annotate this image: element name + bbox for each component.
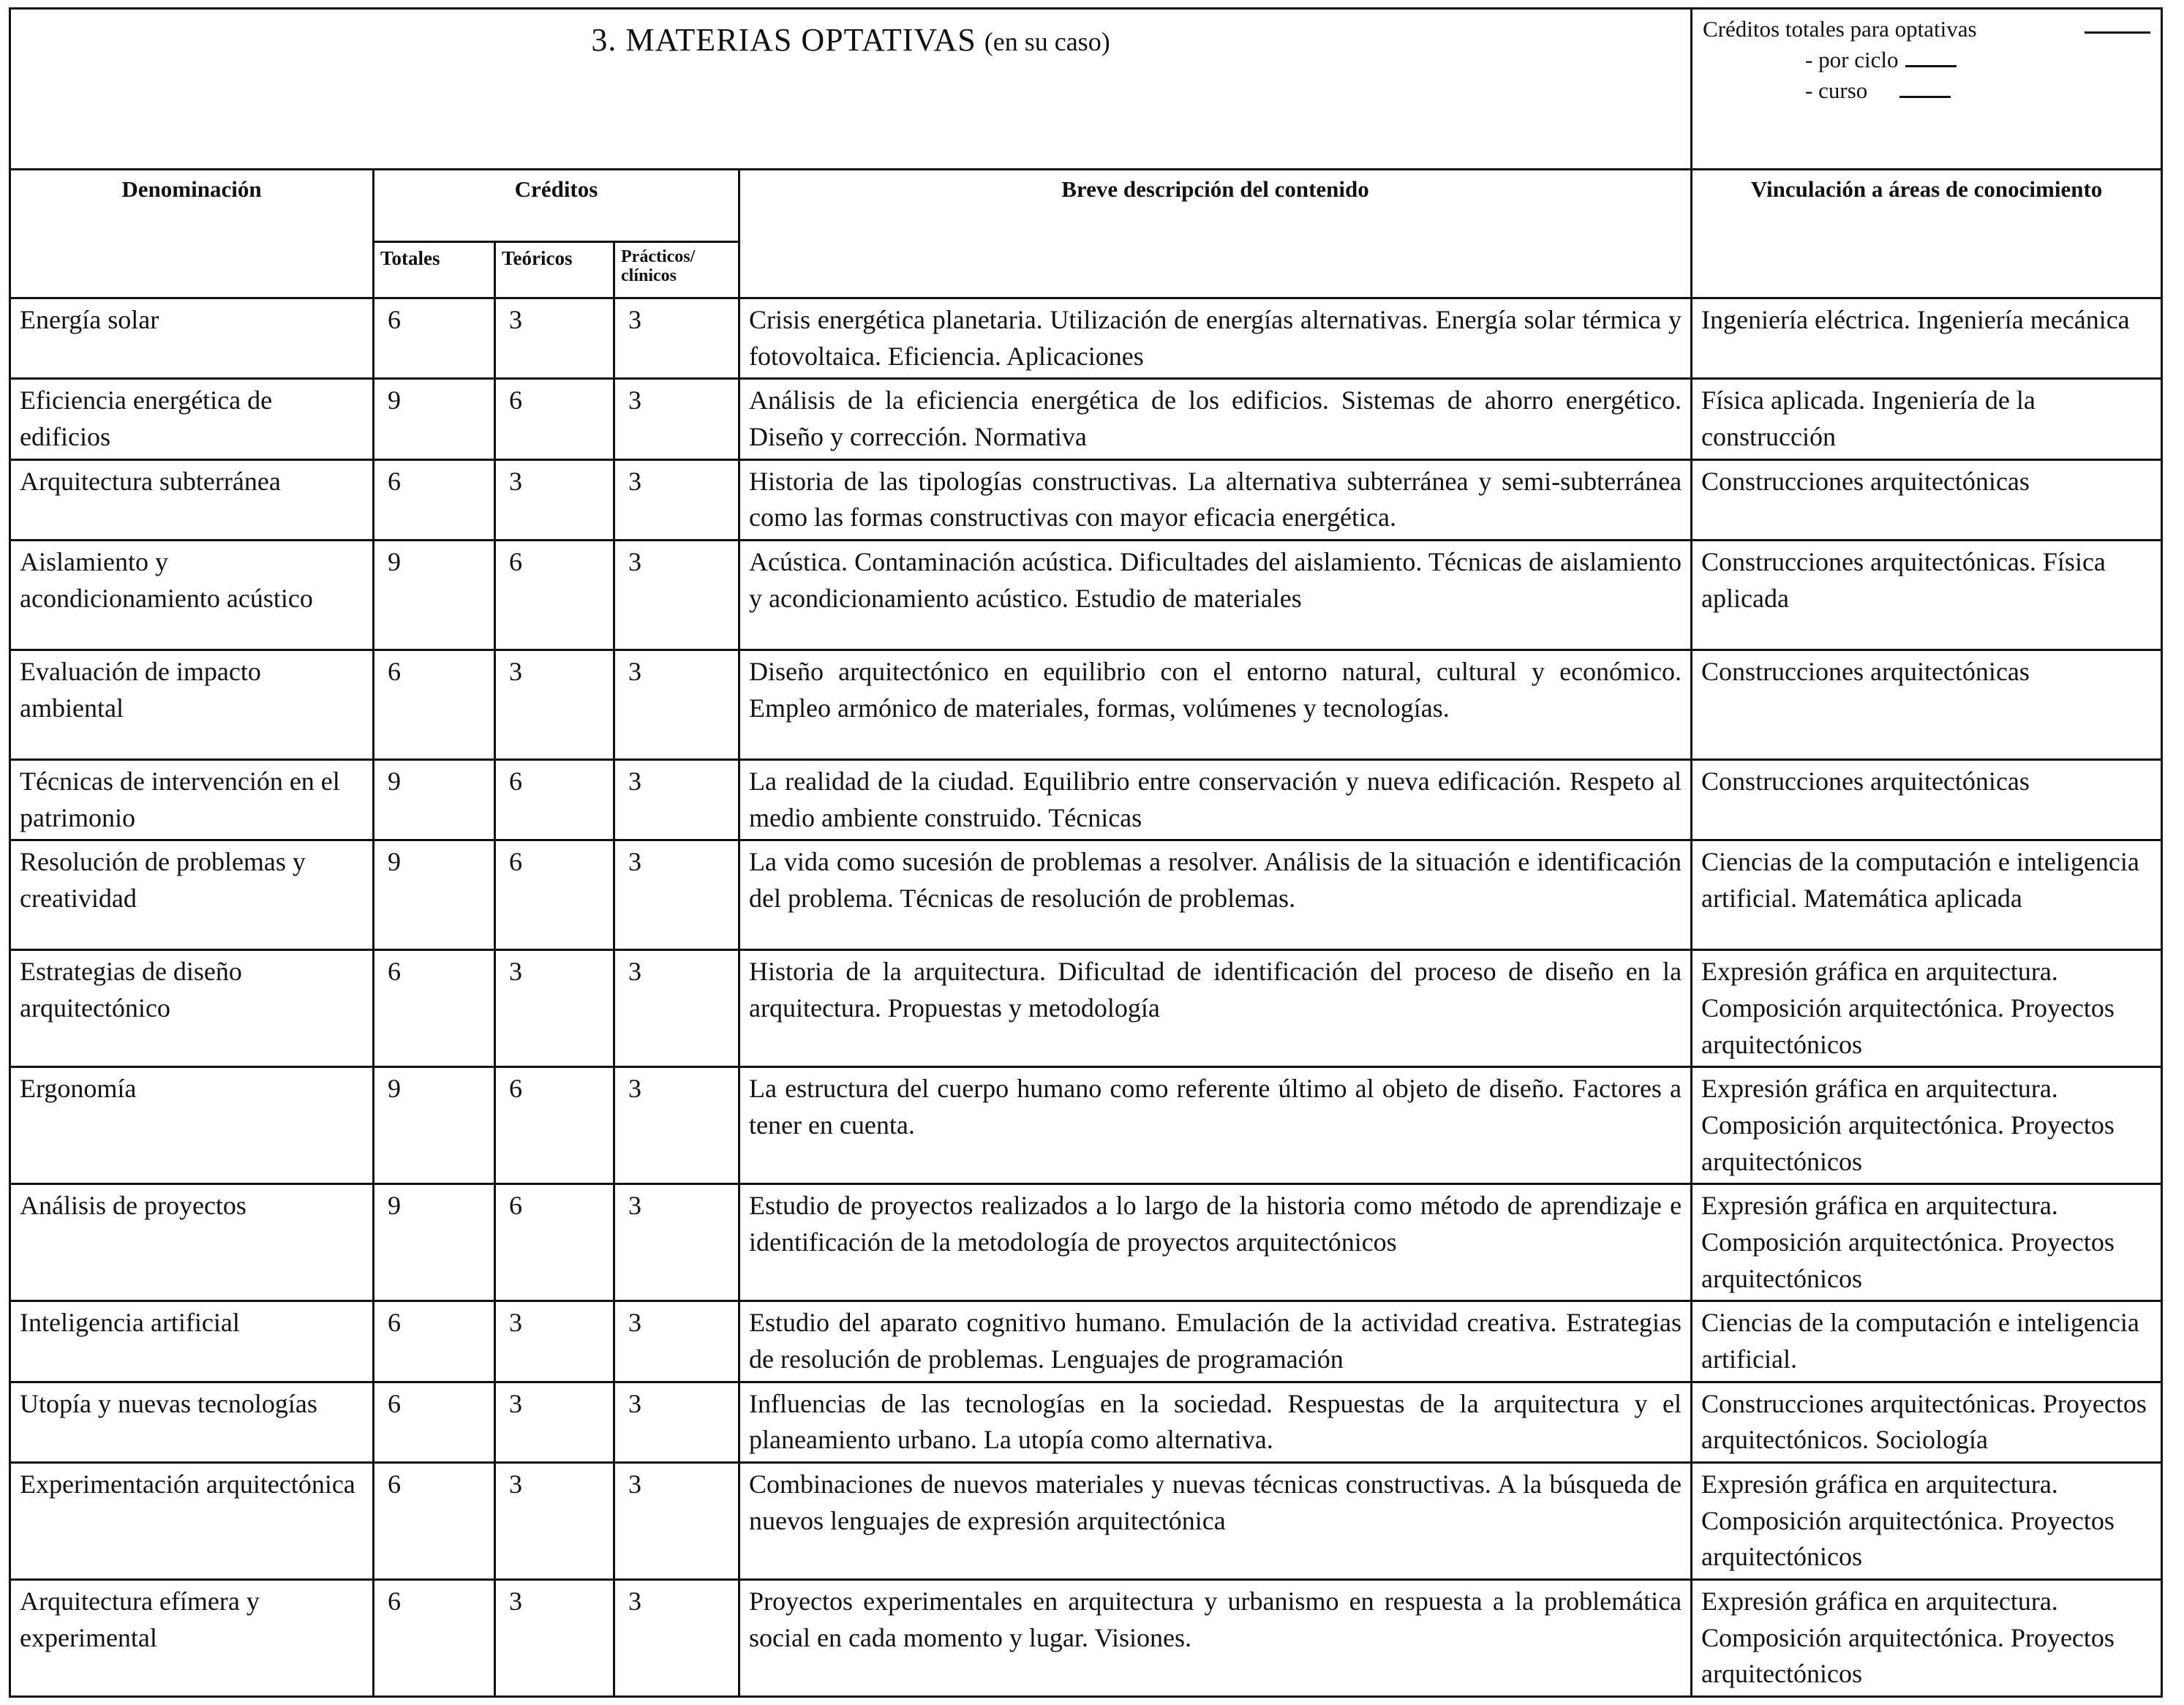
table-row <box>10 459 2162 540</box>
subject-name: Ergonomía <box>10 1067 374 1184</box>
credits-practicos: 3 <box>614 298 739 379</box>
header-practicos: Prácticos/ clínicos <box>614 242 739 298</box>
credits-totales: 9 <box>374 379 495 459</box>
credits-totales: 9 <box>374 541 495 650</box>
content-description: Historia de la arquitectura. Dificultad de identificación del proceso de diseño en la arquitectura. Propuestas y metodología <box>739 950 1692 1067</box>
header-teoricos: Teóricos <box>495 242 614 298</box>
page-title: 3. MATERIAS OPTATIVAS <box>591 22 976 58</box>
credits-practicos: 3 <box>614 650 739 760</box>
subject-name: Resolución de problemas y creatividad <box>10 840 374 950</box>
subject-name: Utopía y nuevas tecnologías <box>10 1382 374 1462</box>
knowledge-area: Construcciones arquitectónicas. Física aplicada <box>1692 541 2162 650</box>
credits-ciclo-label: - por ciclo <box>1805 46 1899 72</box>
credits-totales: 6 <box>374 1382 495 1462</box>
title-cell <box>10 9 1692 170</box>
content-description: Estudio del aparato cognitivo humano. Emulación de la actividad creativa. Estrategias de resolución de problemas. Lenguajes de programación <box>739 1301 1692 1382</box>
table-row <box>10 1382 2162 1462</box>
title-row <box>10 9 2162 170</box>
credits-teoricos: 3 <box>495 650 614 760</box>
page-title-suffix: (en su caso) <box>984 27 1110 56</box>
credits-teoricos: 3 <box>495 950 614 1067</box>
knowledge-area: Expresión gráfica en arquitectura. Composición arquitectónica. Proyectos arquitectónicos <box>1692 1463 2162 1580</box>
credits-practicos: 3 <box>614 379 739 459</box>
credits-totales: 6 <box>374 1580 495 1697</box>
credits-totales: 9 <box>374 1184 495 1301</box>
content-description: Historia de las tipologías constructivas. La alternativa subterránea y semi-subterránea como las formas constructivas con mayor eficacia energética. <box>739 459 1692 540</box>
credits-practicos: 3 <box>614 950 739 1067</box>
table-row <box>10 840 2162 950</box>
document-sheet <box>9 7 2161 1698</box>
subject-name: Eficiencia energética de edificios <box>10 379 374 459</box>
table-row <box>10 1067 2162 1184</box>
credits-teoricos: 6 <box>495 541 614 650</box>
credits-totales: 9 <box>374 1067 495 1184</box>
credits-box <box>1692 9 2162 170</box>
subject-name: Arquitectura efímera y experimental <box>10 1580 374 1697</box>
content-description: Influencias de las tecnologías en la sociedad. Respuestas de la arquitectura y el planeamiento urbano. La utopía como alternativa. <box>739 1382 1692 1462</box>
knowledge-area: Expresión gráfica en arquitectura. Composición arquitectónica. Proyectos arquitectónicos <box>1692 1067 2162 1184</box>
credits-totales: 6 <box>374 298 495 379</box>
content-description: Proyectos experimentales en arquitectura y urbanismo en respuesta a la problemática social en cada momento y lugar. Visiones. <box>739 1580 1692 1697</box>
credits-teoricos: 3 <box>495 298 614 379</box>
knowledge-area: Ciencias de la computación e inteligencia artificial. <box>1692 1301 2162 1382</box>
table-row <box>10 541 2162 650</box>
table-row <box>10 650 2162 760</box>
credits-teoricos: 3 <box>495 1301 614 1382</box>
subject-name: Evaluación de impacto ambiental <box>10 650 374 760</box>
table-row <box>10 1580 2162 1697</box>
credits-total-blank <box>2085 14 2150 34</box>
credits-totales: 6 <box>374 650 495 760</box>
credits-totales: 9 <box>374 760 495 840</box>
header-row <box>10 170 2162 242</box>
table-row <box>10 379 2162 459</box>
credits-teoricos: 6 <box>495 840 614 950</box>
content-description: Crisis energética planetaria. Utilización de energías alternativas. Energía solar térmica y fotovoltaica. Eficiencia. Aplicaciones <box>739 298 1692 379</box>
credits-teoricos: 3 <box>495 1580 614 1697</box>
content-description: La realidad de la ciudad. Equilibrio entre conservación y nueva edificación. Respeto al medio ambiente construido. Técnicas <box>739 760 1692 840</box>
knowledge-area: Construcciones arquitectónicas <box>1692 459 2162 540</box>
credits-practicos: 3 <box>614 1184 739 1301</box>
content-description: La vida como sucesión de problemas a resolver. Análisis de la situación e identificación del problema. Técnicas de resolución de problemas. <box>739 840 1692 950</box>
credits-practicos: 3 <box>614 459 739 540</box>
credits-practicos: 3 <box>614 1067 739 1184</box>
credits-totales: 6 <box>374 1301 495 1382</box>
credits-practicos: 3 <box>614 760 739 840</box>
header-totales: Totales <box>374 242 495 298</box>
credits-practicos: 3 <box>614 1580 739 1697</box>
optativas-table <box>9 7 2163 1698</box>
credits-practicos: 3 <box>614 1463 739 1580</box>
credits-ciclo-blank <box>1905 48 1957 67</box>
credits-curso-label: - curso <box>1805 77 1868 103</box>
credits-total-label: Créditos totales para optativas <box>1703 16 1977 42</box>
table-row <box>10 1301 2162 1382</box>
table-row <box>10 760 2162 840</box>
knowledge-area: Construcciones arquitectónicas <box>1692 650 2162 760</box>
subject-name: Aislamiento y acondicionamiento acústico <box>10 541 374 650</box>
subject-name: Inteligencia artificial <box>10 1301 374 1382</box>
credits-practicos: 3 <box>614 1382 739 1462</box>
content-description: La estructura del cuerpo humano como referente último al objeto de diseño. Factores a tener en cuenta. <box>739 1067 1692 1184</box>
table-row <box>10 298 2162 379</box>
content-description: Acústica. Contaminación acústica. Dificultades del aislamiento. Técnicas de aislamiento y acondicionamiento acústico. Estudio de materiales <box>739 541 1692 650</box>
credits-teoricos: 6 <box>495 1184 614 1301</box>
table-row <box>10 1463 2162 1580</box>
knowledge-area: Ingeniería eléctrica. Ingeniería mecánica <box>1692 298 2162 379</box>
credits-teoricos: 3 <box>495 1382 614 1462</box>
header-denominacion: Denominación <box>10 170 374 298</box>
subject-name: Técnicas de intervención en el patrimonio <box>10 760 374 840</box>
credits-practicos: 3 <box>614 1301 739 1382</box>
content-description: Análisis de la eficiencia energética de los edificios. Sistemas de ahorro energético. Diseño y corrección. Normativa <box>739 379 1692 459</box>
knowledge-area: Construcciones arquitectónicas. Proyectos arquitectónicos. Sociología <box>1692 1382 2162 1462</box>
subject-name: Energía solar <box>10 298 374 379</box>
credits-teoricos: 6 <box>495 379 614 459</box>
credits-totales: 9 <box>374 840 495 950</box>
subject-name: Análisis de proyectos <box>10 1184 374 1301</box>
knowledge-area: Física aplicada. Ingeniería de la construcción <box>1692 379 2162 459</box>
credits-teoricos: 3 <box>495 1463 614 1580</box>
table-body <box>10 298 2162 1697</box>
table-row <box>10 950 2162 1067</box>
knowledge-area: Construcciones arquitectónicas <box>1692 760 2162 840</box>
credits-curso-blank <box>1899 78 1951 98</box>
subject-name: Estrategias de diseño arquitectónico <box>10 950 374 1067</box>
content-description: Combinaciones de nuevos materiales y nuevas técnicas constructivas. A la búsqueda de nuevos lenguajes de expresión arquitectónica <box>739 1463 1692 1580</box>
knowledge-area: Ciencias de la computación e inteligencia artificial. Matemática aplicada <box>1692 840 2162 950</box>
knowledge-area: Expresión gráfica en arquitectura. Composición arquitectónica. Proyectos arquitectónicos <box>1692 950 2162 1067</box>
table-row <box>10 1184 2162 1301</box>
header-descripcion: Breve descripción del contenido <box>739 170 1692 298</box>
content-description: Estudio de proyectos realizados a lo largo de la historia como método de aprendizaje e identificación de la metodología de proyectos arquitectónicos <box>739 1184 1692 1301</box>
knowledge-area: Expresión gráfica en arquitectura. Composición arquitectónica. Proyectos arquitectónicos <box>1692 1184 2162 1301</box>
credits-practicos: 3 <box>614 840 739 950</box>
credits-totales: 6 <box>374 459 495 540</box>
content-description: Diseño arquitectónico en equilibrio con el entorno natural, cultural y económico. Empleo armónico de materiales, formas, volúmenes y tecnologías. <box>739 650 1692 760</box>
credits-teoricos: 6 <box>495 760 614 840</box>
subject-name: Arquitectura subterránea <box>10 459 374 540</box>
credits-practicos: 3 <box>614 541 739 650</box>
subject-name: Experimentación arquitectónica <box>10 1463 374 1580</box>
header-creditos: Créditos <box>374 170 739 242</box>
header-vinculacion: Vinculación a áreas de conocimiento <box>1692 170 2162 298</box>
credits-totales: 6 <box>374 1463 495 1580</box>
credits-teoricos: 6 <box>495 1067 614 1184</box>
credits-teoricos: 3 <box>495 459 614 540</box>
knowledge-area: Expresión gráfica en arquitectura. Composición arquitectónica. Proyectos arquitectónicos <box>1692 1580 2162 1697</box>
credits-totales: 6 <box>374 950 495 1067</box>
